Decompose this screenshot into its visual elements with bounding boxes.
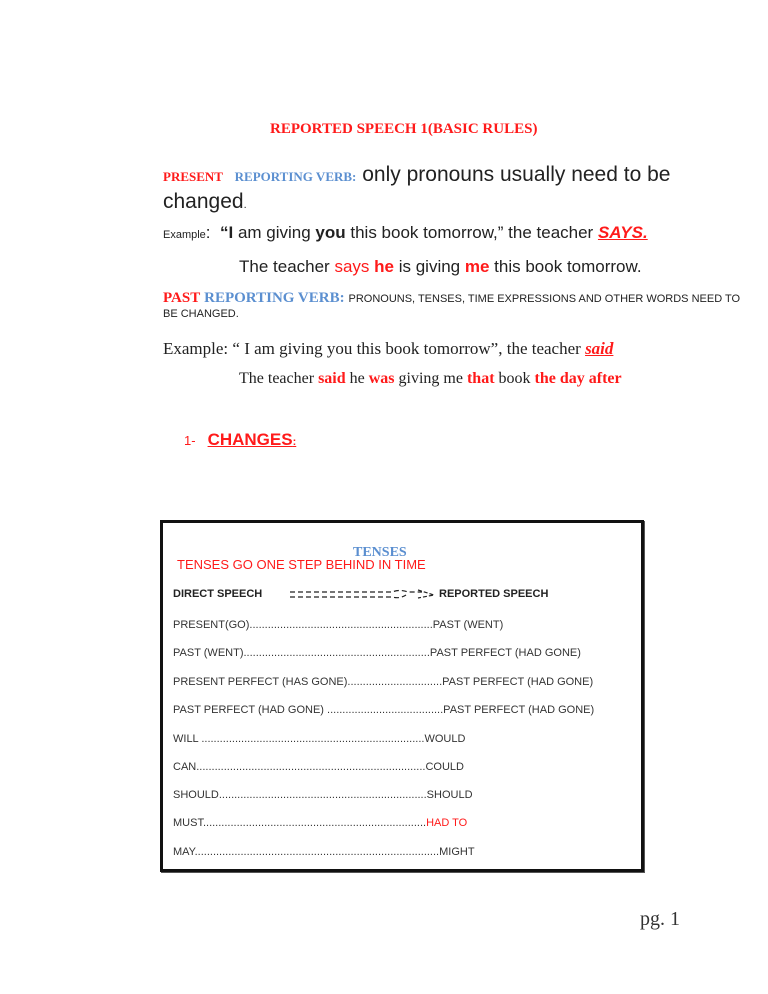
reported-speech-header: REPORTED SPEECH — [439, 588, 549, 600]
example-1-reported: The teacher says he is giving me this book tomorrow. — [239, 257, 642, 276]
direct-speech-header: DIRECT SPEECH — [173, 588, 263, 600]
tenses-box-title: TENSES — [353, 545, 407, 560]
dashed-arrow-icon — [288, 588, 436, 600]
section-number: 1- — [184, 433, 196, 448]
says-highlight: SAYS. — [597, 223, 648, 242]
past-label: PAST — [163, 290, 201, 306]
page-title: REPORTED SPEECH 1(BASIC RULES) — [270, 121, 538, 137]
example-2-reported: The teacher said he was giving me that book the day after — [239, 370, 622, 387]
tense-row: PRESENT(GO)............................................................PAST (WENT) — [173, 619, 504, 631]
tense-row: WILL .........................................................................WOULD — [173, 733, 466, 745]
reporting-verb-label: REPORTING VERB: — [234, 169, 357, 184]
tense-row: PAST (WENT).............................................................PAST PERFECT (HAD GONE) — [173, 647, 581, 659]
past-rule-line: PAST REPORTING VERB: PRONOUNS, TENSES, TIME EXPRESSIONS AND OTHER WORDS NEED TO — [163, 290, 741, 306]
past-reporting-verb-label: REPORTING VERB: — [204, 290, 345, 306]
example-2: Example: “ I am giving you this book tomorrow”, the teacher said — [163, 339, 614, 358]
present-rule-line — [163, 163, 670, 187]
tense-row: MAY................................................................................MIGHT — [173, 846, 475, 858]
tense-row: SHOULD....................................................................SHOULD — [173, 789, 473, 801]
tenses-box-subtitle: TENSES GO ONE STEP BEHIND IN TIME — [177, 557, 426, 572]
tense-row: CAN...........................................................................COULD — [173, 761, 464, 773]
page-number: pg. 1 — [640, 908, 680, 930]
section-heading-changes: 1- CHANGES: — [184, 430, 297, 449]
present-label: PRESENT — [163, 169, 223, 184]
tense-row: PAST PERFECT (HAD GONE) ......................................PAST PERFECT (HAD GONE) — [173, 704, 595, 716]
tense-row: PRESENT PERFECT (HAS GONE)...............................PAST PERFECT (HAD GONE) — [173, 676, 594, 688]
said-highlight: said — [585, 339, 614, 358]
past-rule-line-2: BE CHANGED. — [163, 308, 239, 320]
present-rule-text: only pronouns usually need to be — [362, 163, 671, 186]
tenses-box — [160, 520, 644, 872]
present-rule-line-2: changed. — [163, 190, 247, 213]
tense-row: MUST.........................................................................HAD TO — [173, 817, 468, 829]
example-label: Example — [163, 229, 206, 241]
example-1: Example: “I am giving you this book tomorrow,” the teacher SAYS. — [163, 223, 648, 242]
